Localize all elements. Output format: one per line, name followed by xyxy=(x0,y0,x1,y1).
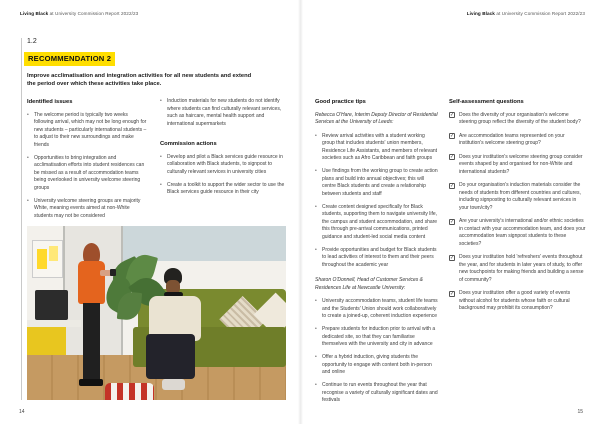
bullet-icon xyxy=(315,298,318,321)
checkbox-tick-icon xyxy=(449,291,455,297)
list-item-text: Develop and pilot a Black services guide resource in collaboration with Black students, to signpost to culturally relevant services in university cities xyxy=(167,153,283,175)
checkbox-tick-icon xyxy=(449,255,455,261)
bullet-icon xyxy=(315,382,318,405)
list-item-text: Opportunities to bring integration and acclimatisation efforts into student residences can be missed as a result of accommodation teams being overlooked in university welcome steering groups xyxy=(34,154,145,191)
list-item xyxy=(160,182,288,197)
list-item-text: Induction materials for new students do not identify where students can find culturally relevant services, such as haircare, mental health support and international supermarkets xyxy=(167,98,282,127)
list-item-text: Review arrival activities with a student working group that includes students' union members, Residence Life Assistants, and members of relevant societies such as Afro Caribbean and faith groups xyxy=(322,132,438,162)
notice-paper xyxy=(37,249,47,269)
bullet-icon xyxy=(315,354,318,377)
list-item xyxy=(27,198,148,221)
page-fold-divider xyxy=(298,0,303,424)
checkbox-tick-icon xyxy=(449,154,455,160)
question-text: Do your organisation's induction materials consider the needs of students from different countries and cultures, including signposting to culturally relevant services in your town/city? xyxy=(459,182,581,211)
seated-student-pants xyxy=(146,334,195,379)
question-text: Does your institution hold 'refreshers' events throughout the year, and for students in later years of study, to offer new touchpoints for making friends and building a sense of community? xyxy=(459,254,584,283)
checkbox-tick-icon xyxy=(449,133,455,139)
bullet-icon xyxy=(160,154,163,177)
list-item xyxy=(315,133,438,163)
list-item xyxy=(315,382,438,405)
list-item xyxy=(315,247,438,270)
column-heading: Commission actions xyxy=(160,141,217,147)
desk-counter xyxy=(27,320,81,327)
question-row xyxy=(449,154,586,177)
bullet-icon xyxy=(27,198,30,221)
bullet-icon xyxy=(315,204,318,242)
notice-paper xyxy=(49,246,58,261)
bullet-icon xyxy=(27,112,30,150)
checkbox-tick-icon xyxy=(449,112,455,118)
list-item xyxy=(160,98,288,128)
list-item-text: Create content designed specifically for Black students, supporting them to navigate university life, the campus and student accommodation, and share this through pre-arrival communications, printed guidance and student-led social media content xyxy=(322,203,438,240)
list-item-text: Create a toolkit to support the wider sector to use the Black services guide resource in their city xyxy=(167,181,285,196)
self-assessment-column xyxy=(449,98,586,319)
recommendation-text: Improve acclimatisation and integration activities for all new students and extend the period over which these activities take place. xyxy=(27,73,252,88)
standing-student-legs xyxy=(83,303,100,380)
striped-bag xyxy=(105,383,154,400)
report-title-bold: Living Black xyxy=(466,11,495,16)
standing-student-top xyxy=(78,261,105,305)
question-row xyxy=(449,290,586,313)
commission-actions-column xyxy=(160,98,288,202)
column-heading: Good practice tips xyxy=(315,99,366,105)
question-text: Are accommodation teams represented on your institution's welcome steering group? xyxy=(459,132,565,147)
bullet-icon xyxy=(160,98,163,128)
list-item-text: Use findings from the working group to create action plans and build into annual objectives; this will centre Black students and create a relationship between students and staff xyxy=(322,168,438,197)
computer xyxy=(35,290,69,320)
bullet-icon xyxy=(27,155,30,193)
list-item xyxy=(27,155,148,193)
question-row xyxy=(449,254,586,284)
bullet-icon xyxy=(315,247,318,270)
column-heading: Self-assessment questions xyxy=(449,99,524,105)
standing-student-shoes xyxy=(79,379,104,386)
bullet-icon xyxy=(315,133,318,163)
column-heading: Identified issues xyxy=(27,99,73,105)
bullet-icon xyxy=(315,168,318,198)
report-title-rest: at University Commission Report 2022/23 xyxy=(48,11,139,16)
bullet-icon xyxy=(315,326,318,349)
checkbox-tick-icon xyxy=(449,219,455,225)
report-title-rest: at University Commission Report 2022/23 xyxy=(494,11,585,16)
question-row xyxy=(449,112,586,127)
phone xyxy=(110,269,116,276)
list-item-text: Provide opportunities and budget for Black students to lead activities of interest to them and their peers throughout the academic year xyxy=(322,246,437,268)
list-item-text: Continue to run events throughout the year that recognise a variety of culturally significant dates and festivals xyxy=(322,382,438,404)
question-row xyxy=(449,133,586,148)
list-item xyxy=(160,154,288,177)
list-item xyxy=(315,326,438,349)
seated-student-shoe xyxy=(162,379,185,389)
list-item xyxy=(315,298,438,321)
students-living-room-photo xyxy=(27,226,286,400)
attribution: Rebecca O'Hare, Interim Deputy Director of Residential Services at the University of Leeds: xyxy=(315,111,438,126)
page-number-left: 14 xyxy=(19,409,25,415)
question-text: Are your university's international and/or ethnic societies in contact with your accommodation team, and does your accommodation team signpost students to these societies? xyxy=(459,218,586,247)
section-rule xyxy=(21,38,22,400)
list-item xyxy=(315,354,438,377)
question-text: Does your institution offer a good variety of events without alcohol for students whose faith or cultural background may prohibit its consumption? xyxy=(459,290,571,312)
list-item xyxy=(315,204,438,242)
list-item-text: Offer a hybrid induction, giving students the opportunity to engage with content both in-person and online xyxy=(322,354,432,376)
question-text: Does your institution's welcome steering group consider events shaped by and organised for non-White and international students? xyxy=(459,153,583,175)
identified-issues-column xyxy=(27,98,148,226)
list-item xyxy=(27,112,148,150)
bullet-icon xyxy=(160,182,163,197)
question-row xyxy=(449,218,586,248)
list-item-text: University accommodation teams, student life teams and the Students' Union should work collaboratively to create a joined-up, coherent induction experience xyxy=(322,298,438,320)
good-practice-column xyxy=(315,98,438,410)
question-row xyxy=(449,182,586,212)
recommendation-badge: RECOMMENDATION 2 xyxy=(24,52,115,66)
running-header-right xyxy=(467,11,585,16)
list-item-text: University welcome steering groups are majority White, meaning events aimed at non-White students may not be considered xyxy=(34,197,141,219)
page-number-right: 15 xyxy=(577,409,583,415)
question-text: Does the diversity of your organisation's welcome steering group reflect the diversity of the student body? xyxy=(459,111,581,126)
report-title-bold: Living Black xyxy=(20,11,49,16)
list-item-text: The welcome period is typically two weeks following arrival, which may not be long enough for new students – particularly international students – to adjust to their new surroundings and make friends xyxy=(34,111,147,148)
list-item-text: Prepare students for induction prior to arrival with a dedicated site, so that they can familiarise themselves with the university and city in advance xyxy=(322,326,436,348)
checkbox-tick-icon xyxy=(449,183,455,189)
section-number: 1.2 xyxy=(27,38,37,45)
noticeboard xyxy=(32,240,63,278)
list-item xyxy=(315,168,438,198)
running-header-left xyxy=(20,11,138,16)
attribution: Sharon O'Donnell, Head of Customer Services & Residences Life at Newcastle University: xyxy=(315,277,423,291)
